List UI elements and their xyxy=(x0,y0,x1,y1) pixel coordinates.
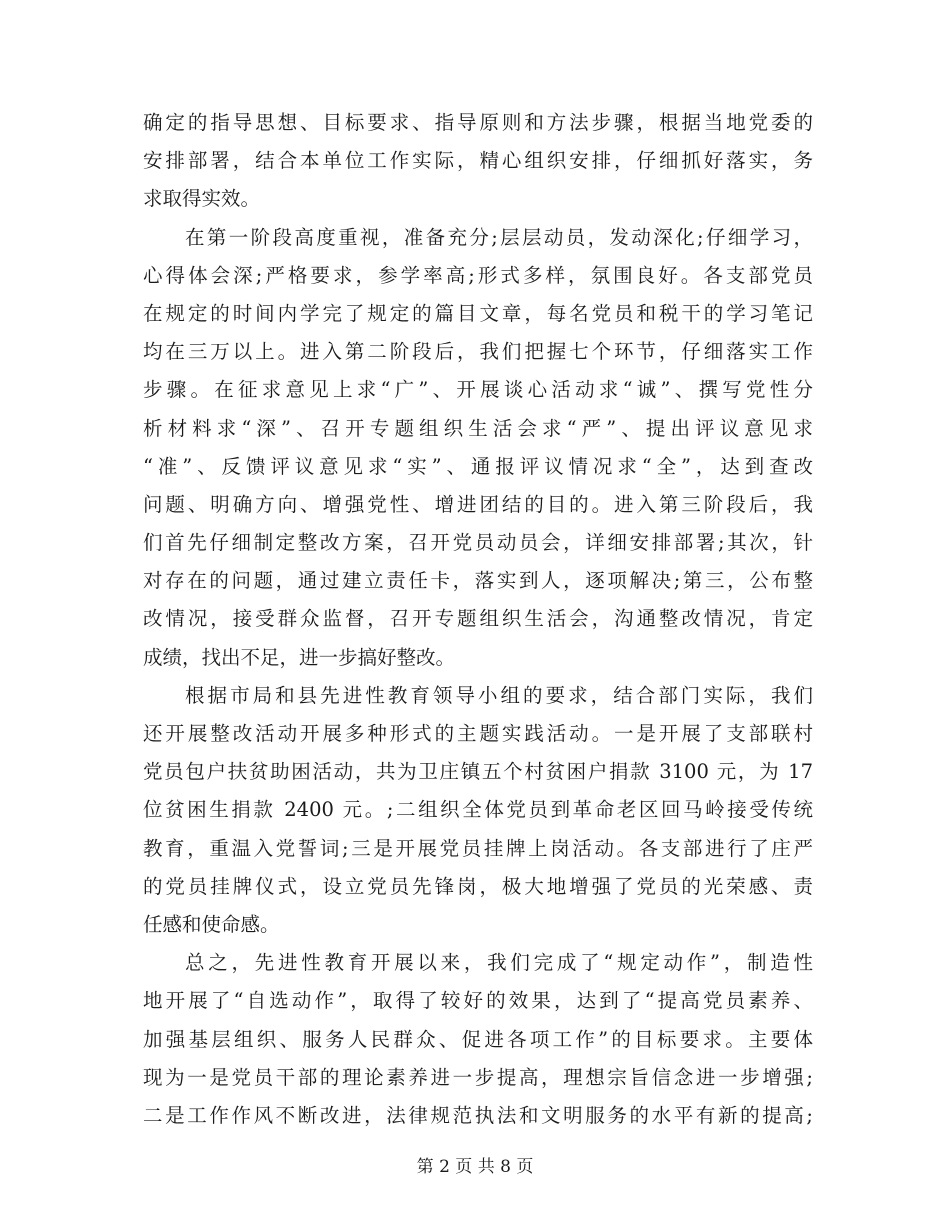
text-line: 均在三万以上。进入第二阶段后，我们把握七个环节，仔细落实工作 xyxy=(143,340,813,364)
text-line: 求取得实效。 xyxy=(143,187,261,211)
text-line: 们首先仔细制定整改方案，召开党员动员会，详细安排部署;其次，针 xyxy=(143,531,813,555)
paragraph-first-line: 总之，先进性教育开展以来，我们完成了“规定动作”，制造性 xyxy=(185,951,813,975)
text-line: 析材料求“深”、召开专题组织生活会求“严”、提出评议意见求 xyxy=(143,416,813,440)
text-line: 对存在的问题，通过建立责任卡，落实到人，逐项解决;第三，公布整 xyxy=(143,569,813,593)
page-footer: 第 2 页 共 8 页 xyxy=(416,1157,534,1177)
text-line: 心得体会深;严格要求，参学率高;形式多样，氛围良好。各支部党员 xyxy=(143,263,813,287)
text-line: 加强基层组织、服务人民群众、促进各项工作”的目标要求。主要体 xyxy=(143,1027,813,1051)
text-line: 二是工作作风不断改进，法律规范执法和文明服务的水平有新的提高; xyxy=(143,1103,813,1127)
text-line: “准”、反馈评议意见求“实”、通报评议情况求“全”，达到查改 xyxy=(143,454,813,478)
text-line: 地开展了“自选动作”，取得了较好的效果，达到了“提高党员素养、 xyxy=(143,989,813,1013)
text-line: 步骤。在征求意见上求“广”、开展谈心活动求“诚”、撰写党性分 xyxy=(143,378,813,402)
text-line: 成绩，找出不足，进一步搞好整改。 xyxy=(143,645,456,669)
text-line: 确定的指导思想、目标要求、指导原则和方法步骤，根据当地党委的 xyxy=(143,111,813,134)
text-line: 改情况，接受群众监督，召开专题组织生活会，沟通整改情况，肯定 xyxy=(143,607,813,631)
text-line: 在规定的时间内学完了规定的篇目文章，每名党员和税干的学习笔记 xyxy=(143,301,813,325)
text-line: 任感和使命感。 xyxy=(143,912,280,936)
text-line: 现为一是党员干部的理论素养进一步提高，理想宗旨信念进一步增强; xyxy=(143,1065,813,1089)
text-line: 的党员挂牌仪式，设立党员先锋岗，极大地增强了党员的光荣感、责 xyxy=(143,874,813,898)
document-body xyxy=(143,104,813,1135)
text-line: 还开展整改活动开展多种形式的主题实践活动。一是开展了支部联村 xyxy=(143,722,813,745)
text-line: 位贫困生捐款 2400 元。;二组织全体党员到革命老区回马岭接受传统 xyxy=(143,798,813,822)
paragraph-first-line: 在第一阶段高度重视，准备充分;层层动员，发动深化;仔细学习， xyxy=(185,225,813,249)
text-line: 教育，重温入党誓词;三是开展党员挂牌上岗活动。各支部进行了庄严 xyxy=(143,836,813,860)
text-line: 安排部署，结合本单位工作实际，精心组织安排，仔细抓好落实，务 xyxy=(143,149,813,173)
paragraph-first-line: 根据市局和县先进性教育领导小组的要求，结合部门实际，我们 xyxy=(185,683,813,707)
text-line: 党员包户扶贫助困活动，共为卫庄镇五个村贫困户捐款 3100 元，为 17 xyxy=(143,760,813,784)
text-line: 问题、明确方向、增强党性、增进团结的目的。进入第三阶段后，我 xyxy=(143,492,813,516)
